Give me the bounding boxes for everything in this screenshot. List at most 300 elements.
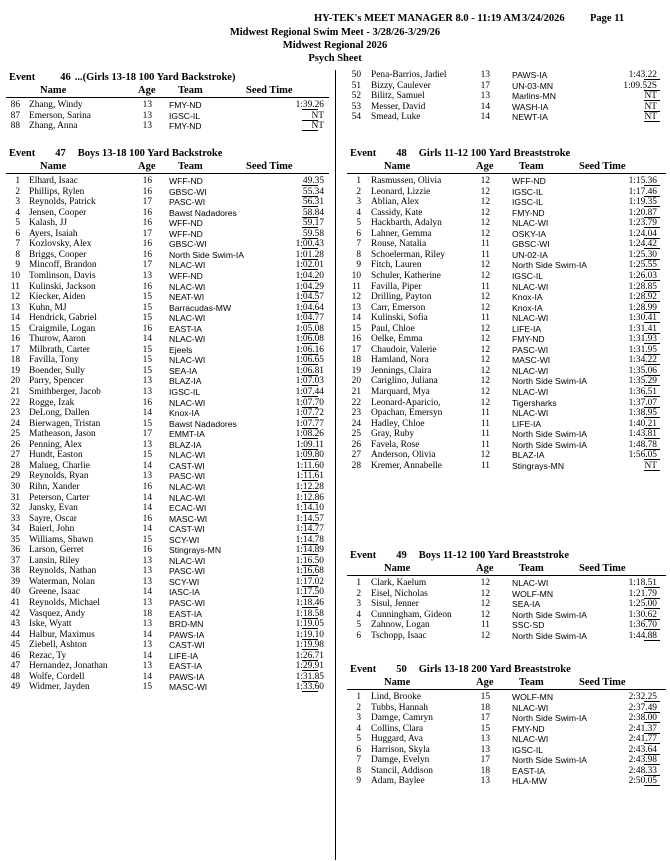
entry-team: FMY-ND: [169, 100, 202, 110]
meet-title: Midwest Regional Swim Meet - 3/28/26-3/29/26: [229, 27, 441, 38]
entry-rank: 5: [356, 620, 361, 631]
entry-row: [0, 303, 333, 314]
entry-row: [0, 176, 333, 187]
entry-row: [0, 556, 333, 567]
entry-age: 17: [480, 713, 490, 724]
event-number: 50: [396, 664, 407, 675]
entry-age: 16: [142, 207, 152, 218]
entry-seed-time: 2:38.00: [628, 713, 657, 724]
entry-rank: 6: [356, 228, 361, 239]
entry-seed-time: 1:00.43: [295, 239, 324, 250]
entry-team: Bawst Nadadores: [169, 207, 237, 218]
entry-age: 15: [142, 450, 152, 461]
entry-row: [341, 334, 670, 345]
entry-row: [0, 121, 333, 132]
entry-name: Stancil, Addison: [371, 765, 433, 776]
entry-age: 17: [142, 260, 152, 271]
entry-team: SEA-IA: [512, 599, 541, 610]
entry-rank: 22: [10, 397, 20, 408]
entry-name: Hundt, Easton: [29, 450, 83, 461]
entry-rank: 23: [351, 408, 361, 419]
entry-seed-time: NT: [644, 91, 657, 102]
entry-row: [0, 208, 333, 219]
entry-age: 14: [142, 503, 152, 514]
entry-seed-time: 1:23.79: [628, 218, 657, 229]
entry-team: PASC-WI: [169, 471, 206, 482]
entry-rank: 18: [351, 355, 361, 366]
entry-rank: 4: [356, 207, 361, 218]
entry-row: [341, 408, 670, 419]
entry-team: CAST-WI: [169, 460, 205, 471]
entry-rank: 3: [356, 599, 361, 610]
col-header-name: Name: [384, 563, 411, 574]
entry-team: WFF-ND: [169, 270, 203, 281]
entry-rank: 3: [15, 197, 20, 208]
entry-row: [341, 229, 670, 240]
entry-rank: 49: [10, 682, 20, 693]
entry-team: PAWS-IA: [169, 629, 205, 640]
entry-age: 14: [480, 112, 490, 123]
entry-name: Marquard, Mya: [371, 387, 430, 397]
entry-seed-time: 1:01.28: [295, 249, 324, 260]
entry-name: Sisul, Jenner: [371, 599, 419, 610]
entry-rank: 17: [10, 344, 20, 355]
entry-age: 13: [142, 619, 152, 630]
entry-name: Kiecker, Aiden: [29, 292, 86, 303]
entry-row: [341, 450, 670, 461]
entry-age: 13: [480, 744, 490, 755]
entry-rank: 25: [10, 429, 20, 440]
entry-team: IGSC-IL: [512, 744, 544, 755]
entry-rank: 19: [351, 365, 361, 376]
entry-team: NLAC-WI: [169, 450, 206, 461]
entry-seed-time: NT: [644, 101, 657, 112]
entry-row: [0, 577, 333, 588]
entry-seed-time: NT: [311, 121, 324, 132]
entry-row: [0, 419, 333, 430]
entry-row: [0, 187, 333, 198]
entry-row: [0, 545, 333, 556]
entry-seed-time: 1:31.93: [628, 334, 657, 345]
entry-row: [0, 260, 333, 271]
entry-name: Clark, Kaelum: [371, 578, 427, 588]
entry-age: 13: [142, 566, 152, 577]
entry-age: 12: [480, 270, 490, 281]
entry-age: 11: [480, 620, 490, 631]
entry-seed-time: 58.84: [302, 207, 324, 218]
entry-seed-time: 1:04.77: [295, 313, 324, 324]
entry-seed-time: 1:17.50: [295, 587, 324, 598]
entry-age: 13: [142, 121, 152, 132]
entry-rank: 1: [15, 176, 20, 186]
entry-team: NLAC-WI: [169, 555, 206, 566]
entry-rank: 5: [356, 218, 361, 229]
entry-age: 12: [480, 355, 490, 366]
entry-rank: 30: [10, 481, 20, 492]
entry-age: 11: [480, 429, 490, 440]
entry-age: 13: [142, 555, 152, 566]
entry-rank: 4: [356, 609, 361, 620]
entry-seed-time: 1:07.70: [295, 397, 324, 408]
event-name: ...(Girls 13-18 100 Yard Backstroke): [74, 72, 236, 83]
entry-age: 16: [142, 239, 152, 250]
entry-row: [341, 398, 670, 409]
entry-row: [341, 419, 670, 430]
entry-row: [0, 661, 333, 672]
entry-rank: 51: [351, 80, 361, 91]
entry-team: NLAC-WI: [512, 702, 549, 713]
entry-age: 13: [480, 91, 490, 102]
entry-row: [0, 239, 333, 250]
entry-age: 15: [142, 682, 152, 693]
col-header-name: Name: [40, 161, 67, 172]
entry-team: MASC-WI: [169, 682, 208, 693]
entry-row: [0, 640, 333, 651]
entry-name: Favela, Rose: [371, 439, 420, 450]
entry-seed-time: 1:39.26: [295, 100, 324, 110]
entry-age: 13: [142, 439, 152, 450]
entry-rank: 39: [10, 576, 20, 587]
entry-row: [0, 229, 333, 240]
col-header-name: Name: [384, 677, 411, 688]
entry-rank: 13: [10, 302, 20, 313]
entry-team: LIFE-IA: [512, 323, 542, 334]
col-header-age: Age: [138, 161, 156, 172]
entry-rank: 5: [356, 734, 361, 745]
entry-seed-time: 1:06.16: [295, 344, 324, 355]
entry-seed-time: 1:14.57: [295, 513, 324, 524]
entry-team: SSC-SD: [512, 620, 545, 631]
entry-team: NLAC-WI: [169, 481, 206, 492]
entry-name: Kalash, JJ: [29, 218, 68, 229]
entry-seed-time: 1:25.55: [628, 260, 657, 271]
col-header-team: Team: [178, 85, 203, 96]
entry-team: NLAC-WI: [169, 355, 206, 366]
entry-seed-time: 2:32.25: [628, 692, 657, 702]
entry-row: [0, 197, 333, 208]
entry-team: GBSC-WI: [169, 186, 207, 197]
psych-sheet-title: Psych Sheet: [308, 53, 362, 64]
entry-name: Drilling, Payton: [371, 292, 432, 303]
entry-seed-time: NT: [644, 112, 657, 123]
entry-age: 12: [480, 387, 490, 397]
entry-row: [0, 524, 333, 535]
entry-name: Penning, Alex: [29, 439, 83, 450]
entry-team: NLAC-WI: [512, 408, 549, 419]
entry-team: IGSC-IL: [512, 186, 544, 197]
col-header-age: Age: [476, 161, 494, 172]
entry-seed-time: 1:25.30: [628, 249, 657, 260]
entry-name: Damge, Camryn: [371, 713, 433, 724]
entry-age: 11: [480, 281, 490, 292]
finals-time-blank: [644, 640, 660, 641]
entry-seed-time: 1:21.79: [628, 588, 657, 599]
entry-team: North Side Swim-IA: [512, 609, 587, 620]
entry-age: 15: [142, 302, 152, 313]
entry-team: Barracudas-MW: [169, 302, 232, 313]
entry-row: [0, 461, 333, 472]
entry-row: [341, 692, 670, 703]
entry-team: PASC-WI: [512, 344, 549, 355]
entry-team: PASC-WI: [169, 598, 206, 608]
entry-rank: 23: [10, 408, 20, 419]
entry-age: 14: [142, 629, 152, 640]
entry-name: Cariglino, Juliana: [371, 376, 438, 387]
entry-name: Matheason, Jason: [29, 429, 96, 440]
entry-team: NLAC-WI: [512, 313, 549, 324]
entry-age: 13: [142, 471, 152, 482]
entry-seed-time: 1:31.85: [295, 671, 324, 682]
entry-age: 12: [480, 599, 490, 610]
entry-rank: 6: [356, 744, 361, 755]
entry-name: Opachan, Emersyn: [371, 408, 443, 419]
entry-row: [341, 429, 670, 440]
entry-rank: 6: [356, 630, 361, 641]
entry-team: UN-02-IA: [512, 249, 548, 260]
entry-seed-time: 1:17.46: [628, 186, 657, 197]
entry-seed-time: 1:44.88: [628, 630, 657, 641]
entry-row: [0, 609, 333, 620]
entry-name: Lahner, Gemma: [371, 228, 432, 239]
entry-team: Ejeels: [169, 344, 193, 355]
entry-name: Wolfe, Cordell: [29, 671, 85, 682]
entry-name: Jennings, Claira: [371, 365, 432, 376]
entry-seed-time: 1:02.01: [295, 260, 324, 271]
col-header-name: Name: [384, 161, 411, 172]
entry-seed-time: 1:16.68: [295, 566, 324, 577]
entry-age: 13: [480, 734, 490, 745]
entry-row: [0, 111, 333, 122]
col-header-seed: Seed Time: [579, 677, 626, 688]
entry-name: Leonard, Lizzie: [371, 186, 431, 197]
entry-name: Cassidy, Kate: [371, 207, 423, 218]
entry-rank: 16: [351, 334, 361, 345]
entry-row: [0, 271, 333, 282]
entry-rank: 9: [356, 260, 361, 271]
entry-name: Emerson, Sarina: [29, 110, 91, 121]
entry-name: Phillips, Rylen: [29, 186, 85, 197]
col-header-age: Age: [138, 85, 156, 96]
entry-team: NLAC-WI: [169, 334, 206, 345]
entry-name: Zhang, Windy: [29, 100, 83, 110]
entry-name: Briggs, Cooper: [29, 249, 87, 260]
entry-age: 16: [142, 513, 152, 524]
col-header-team: Team: [519, 677, 544, 688]
entry-seed-time: 1:19.10: [295, 629, 324, 640]
entry-team: Bawst Nadadores: [169, 418, 237, 429]
entry-team: FMY-ND: [512, 207, 545, 218]
entry-team: NLAC-WI: [512, 387, 549, 397]
entry-name: DeLong, Dallen: [29, 408, 90, 419]
entry-rank: 28: [10, 460, 20, 471]
entry-row: [0, 282, 333, 293]
entry-team: Knox-IA: [512, 292, 543, 303]
entry-name: Williams, Shawn: [29, 534, 94, 545]
entry-age: 12: [480, 260, 490, 271]
entry-row: [0, 651, 333, 662]
entry-seed-time: 2:37.49: [628, 702, 657, 713]
entry-team: EAST-IA: [169, 661, 202, 672]
entry-age: 13: [142, 110, 152, 121]
entry-row: [341, 734, 670, 745]
entry-rank: 46: [10, 650, 20, 661]
event-label: Event: [350, 550, 377, 561]
col-header-age: Age: [476, 563, 494, 574]
entry-seed-time: 1:33.60: [295, 682, 324, 693]
entry-team: WFF-ND: [169, 218, 203, 229]
entry-row: [0, 387, 333, 398]
event-title: [350, 148, 570, 159]
entry-row: [341, 724, 670, 735]
entry-age: 13: [142, 640, 152, 651]
entry-seed-time: 1:14.78: [295, 534, 324, 545]
entry-row: [341, 703, 670, 714]
entry-age: 15: [142, 365, 152, 376]
entry-row: [341, 102, 670, 113]
event-name: Boys 13-18 100 Yard Backstroke: [77, 148, 223, 159]
entry-row: [0, 471, 333, 482]
entry-age: 12: [480, 334, 490, 345]
entry-row: [341, 745, 670, 756]
entry-row: [341, 766, 670, 777]
entry-age: 18: [142, 608, 152, 619]
entry-name: Jensen, Cooper: [29, 207, 87, 218]
entry-age: 12: [480, 344, 490, 355]
entry-age: 11: [480, 439, 490, 450]
entry-row: [0, 334, 333, 345]
entry-age: 16: [142, 545, 152, 556]
entry-row: [0, 398, 333, 409]
entry-team: WFF-ND: [169, 176, 203, 186]
entry-name: Ziebell, Ashton: [29, 640, 87, 651]
entry-row: [341, 376, 670, 387]
entry-seed-time: 59.17: [302, 218, 324, 229]
col-header-seed: Seed Time: [579, 563, 626, 574]
entry-team: GBSC-WI: [169, 239, 207, 250]
header-rule: [347, 689, 666, 690]
entry-seed-time: 1:43.22: [628, 70, 657, 80]
entry-team: IGSC-IL: [169, 387, 201, 397]
entry-age: 12: [480, 228, 490, 239]
entry-row: [341, 271, 670, 282]
entry-name: Rihn, Xander: [29, 481, 80, 492]
entry-name: Bierwagen, Tristan: [29, 418, 101, 429]
entry-team: FMY-ND: [512, 723, 545, 734]
entry-rank: 87: [10, 110, 20, 121]
header-rule: [347, 575, 666, 576]
entry-row: [341, 282, 670, 293]
entry-age: 14: [142, 650, 152, 661]
entry-row: [341, 755, 670, 766]
entry-team: North Side Swim-IA: [512, 439, 587, 450]
entry-team: NLAC-WI: [169, 260, 206, 271]
entry-rank: 14: [351, 313, 361, 324]
entry-age: 13: [142, 376, 152, 387]
entry-rank: 15: [351, 323, 361, 334]
entry-seed-time: 1:20.87: [628, 207, 657, 218]
entry-team: LIFE-IA: [512, 418, 542, 429]
entry-seed-time: 2:41.37: [628, 723, 657, 734]
entry-name: Sayre, Oscar: [29, 513, 77, 524]
entry-rank: 43: [10, 619, 20, 630]
entry-rank: 26: [351, 439, 361, 450]
entry-name: Bizzy, Caulever: [371, 80, 431, 91]
entry-team: NLAC-WI: [512, 365, 549, 376]
entry-age: 16: [142, 323, 152, 334]
entry-name: Baierl, John: [29, 524, 75, 535]
entry-team: OSKY-IA: [512, 228, 547, 239]
entry-name: Eisel, Nicholas: [371, 588, 428, 599]
entry-age: 15: [480, 723, 490, 734]
entry-seed-time: 1:04.57: [295, 292, 324, 303]
entry-age: 12: [480, 176, 490, 186]
entry-row: [0, 218, 333, 229]
entry-seed-time: 1:05.08: [295, 323, 324, 334]
entry-age: 15: [142, 292, 152, 303]
entry-rank: 41: [10, 598, 20, 608]
entry-name: Rouse, Natalia: [371, 239, 427, 250]
entry-seed-time: 1:31.41: [628, 323, 657, 334]
entry-age: 12: [480, 218, 490, 229]
entry-age: 16: [142, 481, 152, 492]
entry-seed-time: 1:37.07: [628, 397, 657, 408]
entry-rank: 7: [356, 239, 361, 250]
entry-rank: 7: [15, 239, 20, 250]
entry-team: NLAC-WI: [169, 281, 206, 292]
entry-seed-time: 1:36.51: [628, 387, 657, 397]
entry-team: CAST-WI: [169, 640, 205, 651]
entry-name: Widmer, Jayden: [29, 682, 90, 693]
entry-row: [0, 292, 333, 303]
entry-name: Waterman, Nolan: [29, 576, 95, 587]
entry-team: WOLF-MN: [512, 692, 554, 702]
col-header-seed: Seed Time: [246, 161, 293, 172]
entry-rank: 6: [15, 228, 20, 239]
entry-rank: 10: [10, 270, 20, 281]
entry-name: Thurow, Aaron: [29, 334, 86, 345]
entry-age: 12: [480, 197, 490, 208]
entry-row: [341, 589, 670, 600]
entry-name: Pena-Barrios, Jadiel: [371, 70, 447, 80]
entry-rank: 27: [10, 450, 20, 461]
entry-seed-time: 1:08.26: [295, 429, 324, 440]
event-name: Girls 11-12 100 Yard Breaststroke: [418, 148, 571, 159]
event-label: Event: [350, 664, 377, 675]
entry-seed-time: 1:14.89: [295, 545, 324, 556]
entry-team: BRD-MN: [169, 619, 204, 630]
entry-row: [341, 620, 670, 631]
entry-row: [341, 324, 670, 335]
entry-rank: 19: [10, 365, 20, 376]
entry-name: Lind, Brooke: [371, 692, 421, 702]
entry-rank: 21: [10, 387, 20, 397]
entry-row: [0, 630, 333, 641]
entry-name: Collins, Clara: [371, 723, 424, 734]
entry-team: BLAZ-IA: [169, 376, 202, 387]
entry-name: Hackbarth, Adalyn: [371, 218, 442, 229]
entry-name: Reynolds, Patrick: [29, 197, 96, 208]
entry-age: 14: [142, 492, 152, 503]
entry-row: [341, 610, 670, 621]
entry-seed-time: 55.34: [302, 186, 324, 197]
event-label: Event: [9, 72, 36, 83]
entry-row: [341, 313, 670, 324]
entry-row: [341, 260, 670, 271]
entry-rank: 22: [351, 397, 361, 408]
entry-age: 14: [142, 460, 152, 471]
entry-rank: 36: [10, 545, 20, 556]
entry-age: 13: [142, 661, 152, 672]
